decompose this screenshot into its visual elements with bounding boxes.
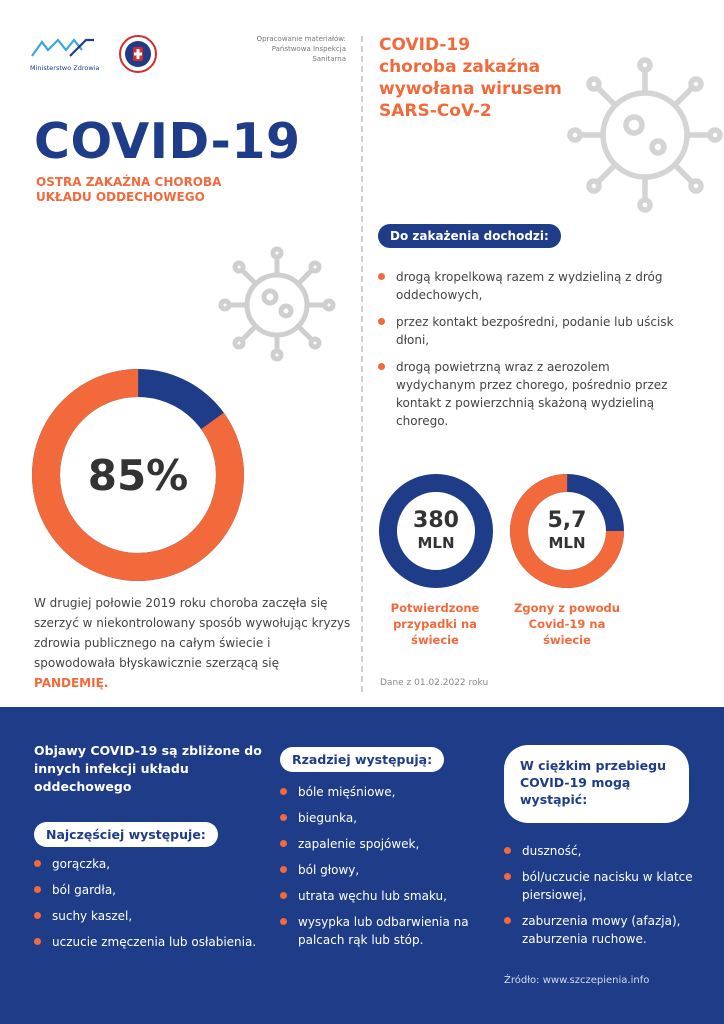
bullet-dot-icon xyxy=(34,912,41,919)
list-item-text: drogą powietrzną wraz z aerozolem wydychanym przez chorego, pośrednio przez kontakt z powierzchnią skażoną wydzieliną chorego. xyxy=(396,360,668,428)
disease-title-line-3: wywołana wirusem xyxy=(379,79,562,99)
list-item xyxy=(378,358,683,430)
transmission-list xyxy=(378,268,683,439)
list-item xyxy=(504,912,704,948)
bullet-dot-icon xyxy=(378,318,385,325)
symptoms-intro-heading: Objawy COVID-19 są zbliżone do innych infekcji układu oddechowego xyxy=(34,743,262,794)
confirmed-cases-donut xyxy=(377,472,495,590)
bullet-dot-icon xyxy=(504,917,511,924)
disease-definition-title xyxy=(379,34,619,122)
disease-title-line-4: SARS-CoV-2 xyxy=(379,101,492,121)
vertical-divider xyxy=(361,36,363,692)
bullet-dot-icon xyxy=(280,892,287,899)
bullet-dot-icon xyxy=(280,814,287,821)
percentage-donut xyxy=(30,367,246,583)
subtitle-line-2: UKŁADU ODDECHOWEGO xyxy=(36,190,205,204)
list-item xyxy=(34,881,284,899)
confirmed-caption: Potwierdzone przypadki na świecie xyxy=(390,601,480,647)
donut-value: 85% xyxy=(87,451,189,500)
deaths-donut xyxy=(508,472,626,590)
list-item-text: bóle mięśniowe, xyxy=(298,785,396,799)
prepared-by-line-1: Opracowanie materiałów: xyxy=(256,35,346,43)
disease-title-line-2: choroba zakaźna xyxy=(379,57,541,77)
data-date-note: Dane z 01.02.2022 roku xyxy=(380,678,489,688)
list-item xyxy=(280,861,480,879)
severe-symptoms-heading: W ciężkim przebiegu COVID-19 mogą wystąpić: xyxy=(504,745,689,823)
bullet-dot-icon xyxy=(34,938,41,945)
list-item-text: zapalenie spojówek, xyxy=(298,837,420,851)
list-item xyxy=(34,907,284,925)
prepared-by-note xyxy=(220,34,346,64)
list-item-text: ból gardła, xyxy=(52,883,116,897)
severe-symptoms-list xyxy=(504,842,704,956)
list-item-text: drogą kropelkową razem z wydzieliną z dróg oddechowych, xyxy=(396,270,663,302)
deaths-unit: MLN xyxy=(548,534,586,552)
intro-paragraph xyxy=(34,593,354,693)
bullet-dot-icon xyxy=(34,886,41,893)
bullet-dot-icon xyxy=(504,847,511,854)
bullet-dot-icon xyxy=(504,873,511,880)
virus-icon xyxy=(212,245,342,365)
list-item-text: przez kontakt bezpośredni, podanie lub uścisk dłoni, xyxy=(396,315,674,347)
rare-symptoms-heading: Rzadziej występują: xyxy=(280,747,444,772)
list-item-text: zaburzenia mowy (afazja), zaburzenia ruchowe. xyxy=(522,914,681,946)
disease-title-line-1: COVID-19 xyxy=(379,35,471,55)
list-item-text: utrata węchu lub smaku, xyxy=(298,889,447,903)
prepared-by-line-2: Państwowa Inspekcja xyxy=(271,45,346,53)
page-title: COVID-19 xyxy=(34,113,301,170)
list-item xyxy=(504,842,704,860)
ministry-logo-label: Ministerstwo Zdrowia xyxy=(30,64,100,72)
ministry-logo-icon xyxy=(30,36,96,58)
transmission-heading: Do zakażenia dochodzi: xyxy=(378,224,561,248)
deaths-caption: Zgony z powodu Covid-19 na świecie xyxy=(514,601,620,647)
list-item-text: ból/uczucie nacisku w klatce piersiowej, xyxy=(522,870,693,902)
list-item xyxy=(280,835,480,853)
prepared-by-line-3: Sanitarna xyxy=(312,55,346,63)
common-symptoms-heading: Najczęściej występuje: xyxy=(34,822,218,847)
bullet-dot-icon xyxy=(280,840,287,847)
sanitary-inspection-logo-icon xyxy=(118,34,158,74)
list-item xyxy=(378,268,683,304)
bullet-dot-icon xyxy=(280,918,287,925)
list-item xyxy=(34,855,284,873)
bullet-dot-icon xyxy=(280,866,287,873)
subtitle-line-1: OSTRA ZAKAŹNA CHOROBA xyxy=(36,175,222,189)
list-item xyxy=(378,313,683,349)
rare-symptoms-list xyxy=(280,783,480,957)
list-item-text: ból głowy, xyxy=(298,863,360,877)
bullet-dot-icon xyxy=(34,860,41,867)
bullet-dot-icon xyxy=(280,788,287,795)
list-item xyxy=(280,783,480,801)
page-subtitle xyxy=(36,175,276,205)
list-item-text: suchy kaszel, xyxy=(52,909,133,923)
list-item xyxy=(280,887,480,905)
list-item-text: wysypka lub odbarwienia na palcach rąk lub stóp. xyxy=(298,915,469,947)
common-symptoms-list xyxy=(34,855,284,959)
confirmed-value: 380 xyxy=(413,508,459,533)
list-item xyxy=(280,913,480,949)
list-item xyxy=(504,868,704,904)
confirmed-unit: MLN xyxy=(417,534,455,552)
bullet-dot-icon xyxy=(378,363,385,370)
intro-text: W drugiej połowie 2019 roku choroba zaczęła się szerzyć w niekontrolowany sposób wywołując kryzys zdrowia publicznego na całym świecie i spowodowała błyskawicznie szerzącą się xyxy=(34,596,351,670)
bullet-dot-icon xyxy=(378,273,385,280)
ministry-logo xyxy=(30,36,102,72)
list-item xyxy=(280,809,480,827)
list-item-text: gorączka, xyxy=(52,857,111,871)
list-item-text: duszność, xyxy=(522,844,582,858)
list-item-text: uczucie zmęczenia lub osłabienia. xyxy=(52,935,257,949)
pandemic-highlight: PANDEMIĘ. xyxy=(34,676,109,690)
source-link[interactable]: Źródło: www.szczepienia.info xyxy=(504,975,650,986)
deaths-value: 5,7 xyxy=(547,508,587,533)
list-item xyxy=(34,933,284,951)
list-item-text: biegunka, xyxy=(298,811,358,825)
